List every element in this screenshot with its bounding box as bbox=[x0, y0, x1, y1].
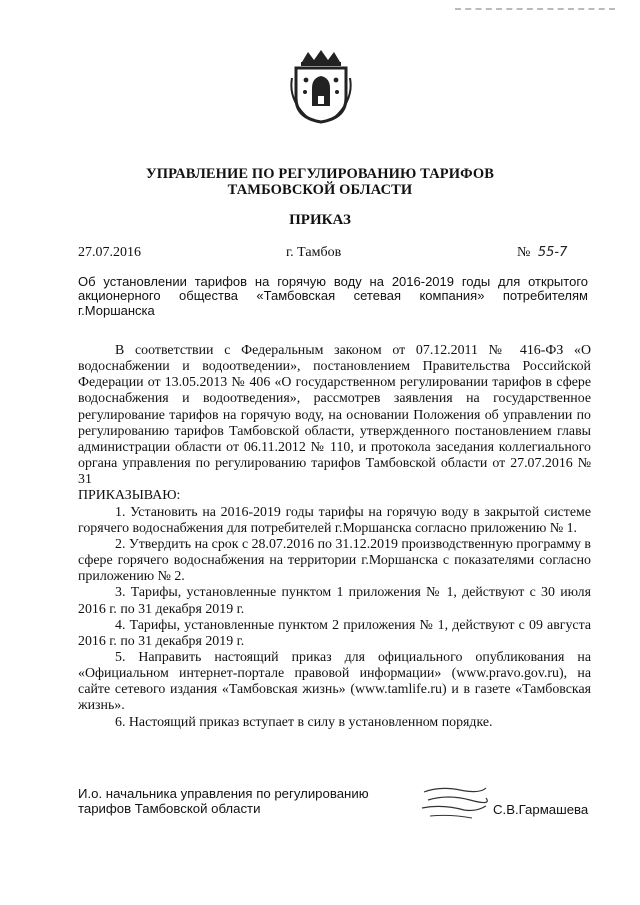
order-date: 27.07.2016 bbox=[78, 245, 141, 260]
order-subject: Об установлении тарифов на горячую воду на 2016-2019 годы для открытого акционерного общества «Тамбовская сетевая компания» потребителям г.Моршанска bbox=[78, 274, 588, 318]
order-word: ПРИКАЗЫВАЮ: bbox=[78, 488, 181, 504]
order-item-4: 4. Тарифы, установленные пунктом 2 приложения № 1, действуют с 09 августа 2016 г. по 31 декабря 2019 г. bbox=[78, 617, 591, 649]
order-number-label: № bbox=[517, 245, 531, 260]
coat-of-arms-icon bbox=[288, 48, 354, 124]
document-type-title: ПРИКАЗ bbox=[289, 212, 351, 228]
signer-name: С.В.Гармашева bbox=[493, 802, 589, 817]
scan-artifact-line bbox=[455, 8, 615, 14]
preamble-paragraph: В соответствии с Федеральным законом от 07.12.2011 № 416-ФЗ «О водоснабжении и водоотведении», постановлением Правительства Российской Федерации от 13.05.2013 № 406 «О государственном регулировании тарифов в сфере водоснабжения и водоотведения», рассмотрев заявления на государственное регулирование тарифов на горячую воду, на основании Положения об управлении по регулированию тарифов Тамбовской области, утвержденного постановлением главы администрации области от 06.11.2012 № 110, и протокола заседания коллегиального органа управления по регулированию тарифов Тамбовской области от 27.07.2016 № 31 bbox=[78, 343, 591, 488]
order-item-6: 6. Настоящий приказ вступает в силу в установленном порядке. bbox=[115, 714, 493, 730]
signatory-position-line1: И.о. начальника управления по регулированию bbox=[78, 786, 369, 801]
order-item-5: 5. Направить настоящий приказ для официального опубликования на «Официальном интернет-портале правовой информации» (www.pravo.gov.ru), на сайте сетевого издания «Тамбовская жизнь» (www.tamlife.ru) и в газете «Тамбовская жизнь». bbox=[78, 649, 591, 714]
order-city: г. Тамбов bbox=[286, 245, 342, 260]
order-body bbox=[78, 343, 591, 731]
signatory-position-line2: тарифов Тамбовской области bbox=[78, 800, 261, 816]
signature-icon bbox=[420, 778, 490, 823]
order-item-2: 2. Утвердить на срок с 28.07.2016 по 31.12.2019 производственную программу в сфере горячего водоснабжения на территории г.Моршанска с показателями согласно приложению № 2. bbox=[78, 536, 591, 585]
order-item-1: 1. Установить на 2016-2019 годы тарифы на горячую воду в закрытой системе горячего водоснабжения для потребителей г.Моршанска согласно приложению № 1. bbox=[78, 504, 591, 536]
authority-name-line1: УПРАВЛЕНИЕ ПО РЕГУЛИРОВАНИЮ ТАРИФОВ bbox=[145, 166, 495, 182]
order-item-3: 3. Тарифы, установленные пунктом 1 приложения № 1, действуют с 30 июля 2016 г. по 31 декабря 2019 г. bbox=[78, 585, 591, 617]
order-number-value: 55-7 bbox=[537, 245, 568, 260]
signatory-position bbox=[78, 787, 369, 816]
order-number bbox=[517, 245, 567, 261]
authority-name-line2: ТАМБОВСКОЙ ОБЛАСТИ bbox=[227, 182, 413, 198]
